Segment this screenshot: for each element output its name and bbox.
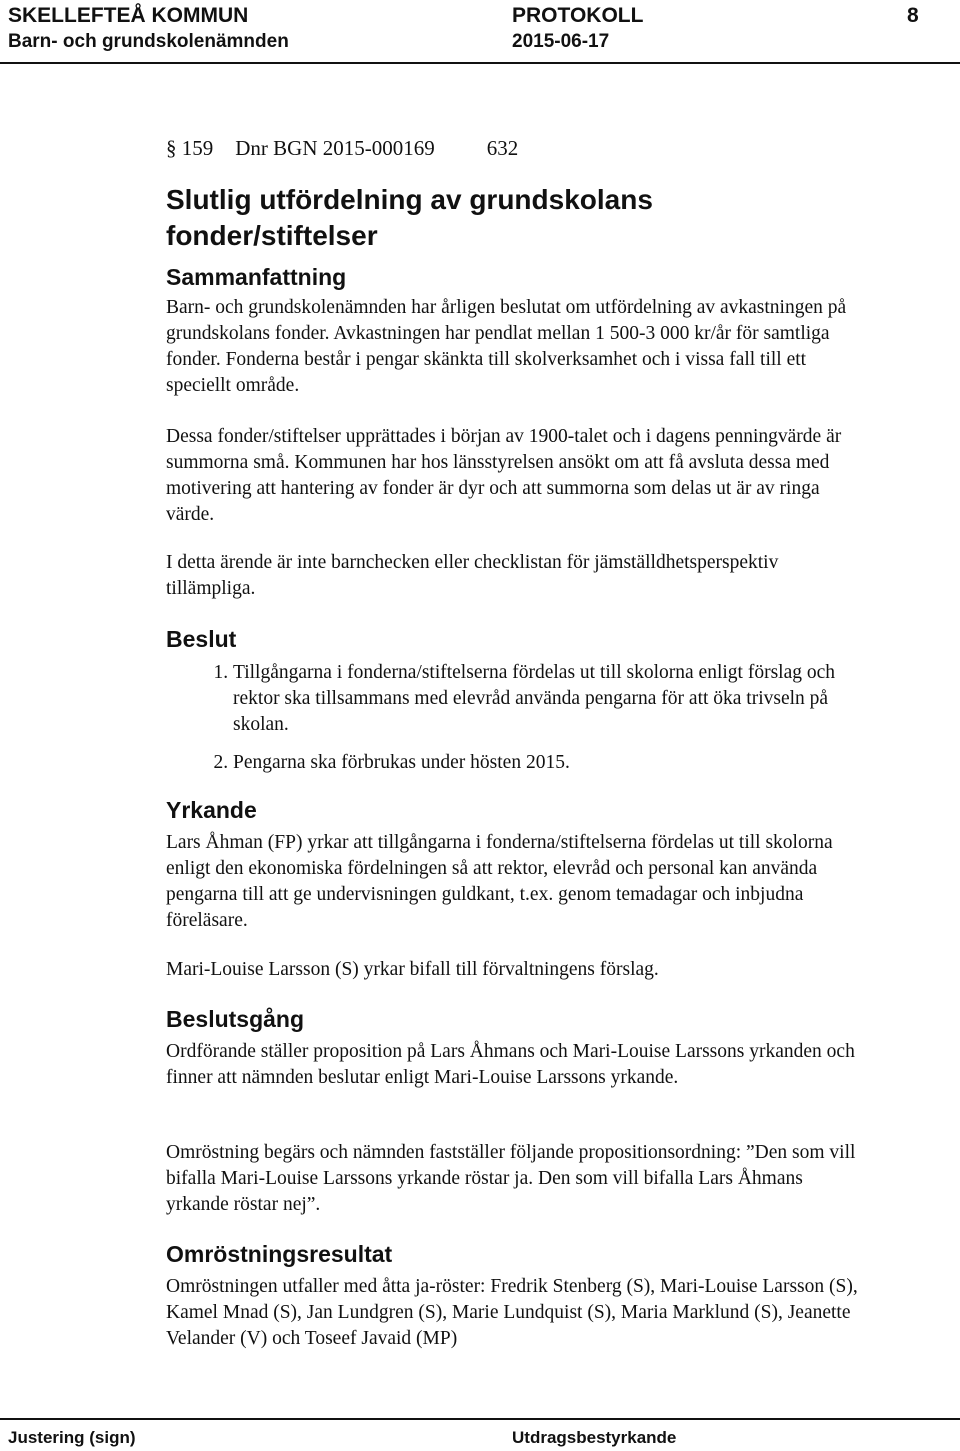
footer-divider: [0, 1418, 960, 1420]
omrostningsresultat-paragraph: Omröstningen utfaller med åtta ja-röster: Fredrik Stenberg (S), Mari-Louise Larsson (S), Kamel Mnad (S), Jan Lundgren (S), Marie Lundquist (S), Maria Marklund (S), Jeanette Velander (V) och Toseef Javaid (MP): [166, 1276, 858, 1349]
header-date: 2015-06-17: [512, 31, 610, 52]
page-title: Slutlig utfördelning av grundskolans fonder/stiftelser: [166, 184, 653, 251]
decision-list: [166, 660, 873, 788]
header-page-number: 8: [907, 4, 919, 27]
header-divider: [0, 62, 960, 64]
header-doc-type: PROTOKOLL: [512, 4, 644, 27]
case-code: 632: [486, 136, 519, 160]
decision-item: 1. Tillgångarna i fonderna/stiftelserna fördelas ut till skolorna enligt förslag och rektor ska tillsammans med elevråd använda pengarna för att öka trivseln på skolan.: [233, 660, 873, 738]
sammanfattning-paragraph-3: I detta ärende är inte barnchecken eller checklistan för jämställdhetsperspektiv tillämpliga.: [166, 552, 779, 599]
yrkande-paragraph-2: Mari-Louise Larsson (S) yrkar bifall till förvaltningens förslag.: [166, 959, 659, 980]
yrkande-paragraph-1: Lars Åhman (FP) yrkar att tillgångarna i fonderna/stiftelserna fördelas ut till skolorna enligt den ekonomiska fördelningen så att rektor, elevråd och personal kan använda pengarna till att ge undervisningen guldkant, t.ex. genom temadagar och inbjudna föreläsare.: [166, 832, 833, 931]
sammanfattning-paragraph-2: Dessa fonder/stiftelser upprättades i början av 1900-talet och i dagens penningvärde är summorna små. Kommunen har hos länsstyrelsen ansökt om att få avsluta dessa med motivering att hantering av fonder är dyr och att summorna som delas ut är av ringa värde.: [166, 426, 842, 525]
footer-justering: Justering (sign): [8, 1428, 136, 1447]
section-heading-sammanfattning: Sammanfattning: [166, 264, 347, 290]
section-heading-beslut: Beslut: [166, 626, 237, 652]
section-heading-beslutsgang: Beslutsgång: [166, 1006, 305, 1032]
section-heading-omrostningsresultat: Omröstningsresultat: [166, 1241, 393, 1267]
beslutsgang-paragraph-1: Ordförande ställer proposition på Lars Åhmans och Mari-Louise Larssons yrkanden och finner att nämnden beslutar enligt Mari-Louise Larssons yrkande.: [166, 1041, 855, 1088]
header-org: SKELLEFTEÅ KOMMUN: [8, 4, 249, 27]
beslutsgang-paragraph-2: Omröstning begärs och nämnden fastställer följande propositionsordning: ”Den som vill bifalla Mari-Louise Larssons yrkande röstar ja. Den som vill bifalla Lars Åhmans yrkande röstar nej”.: [166, 1142, 856, 1215]
case-dnr: Dnr BGN 2015-000169: [235, 136, 435, 160]
decision-item: 2. Pengarna ska förbrukas under hösten 2015.: [233, 750, 873, 776]
footer-utdragsbestyrkande: Utdragsbestyrkande: [512, 1428, 677, 1447]
section-heading-yrkande: Yrkande: [166, 797, 257, 823]
case-reference: [166, 135, 518, 161]
sammanfattning-paragraph-1: Barn- och grundskolenämnden har årligen beslutat om utfördelning av avkastningen på grundskolans fonder. Avkastningen har pendlat mellan 1 500-3 000 kr/år för samtliga fonder. Fonderna består i pengar skänkta till skolverksamhet och i vissa fall till ett speciellt område.: [166, 297, 847, 396]
case-section: § 159: [166, 136, 214, 160]
header-committee: Barn- och grundskolenämnden: [8, 31, 289, 52]
